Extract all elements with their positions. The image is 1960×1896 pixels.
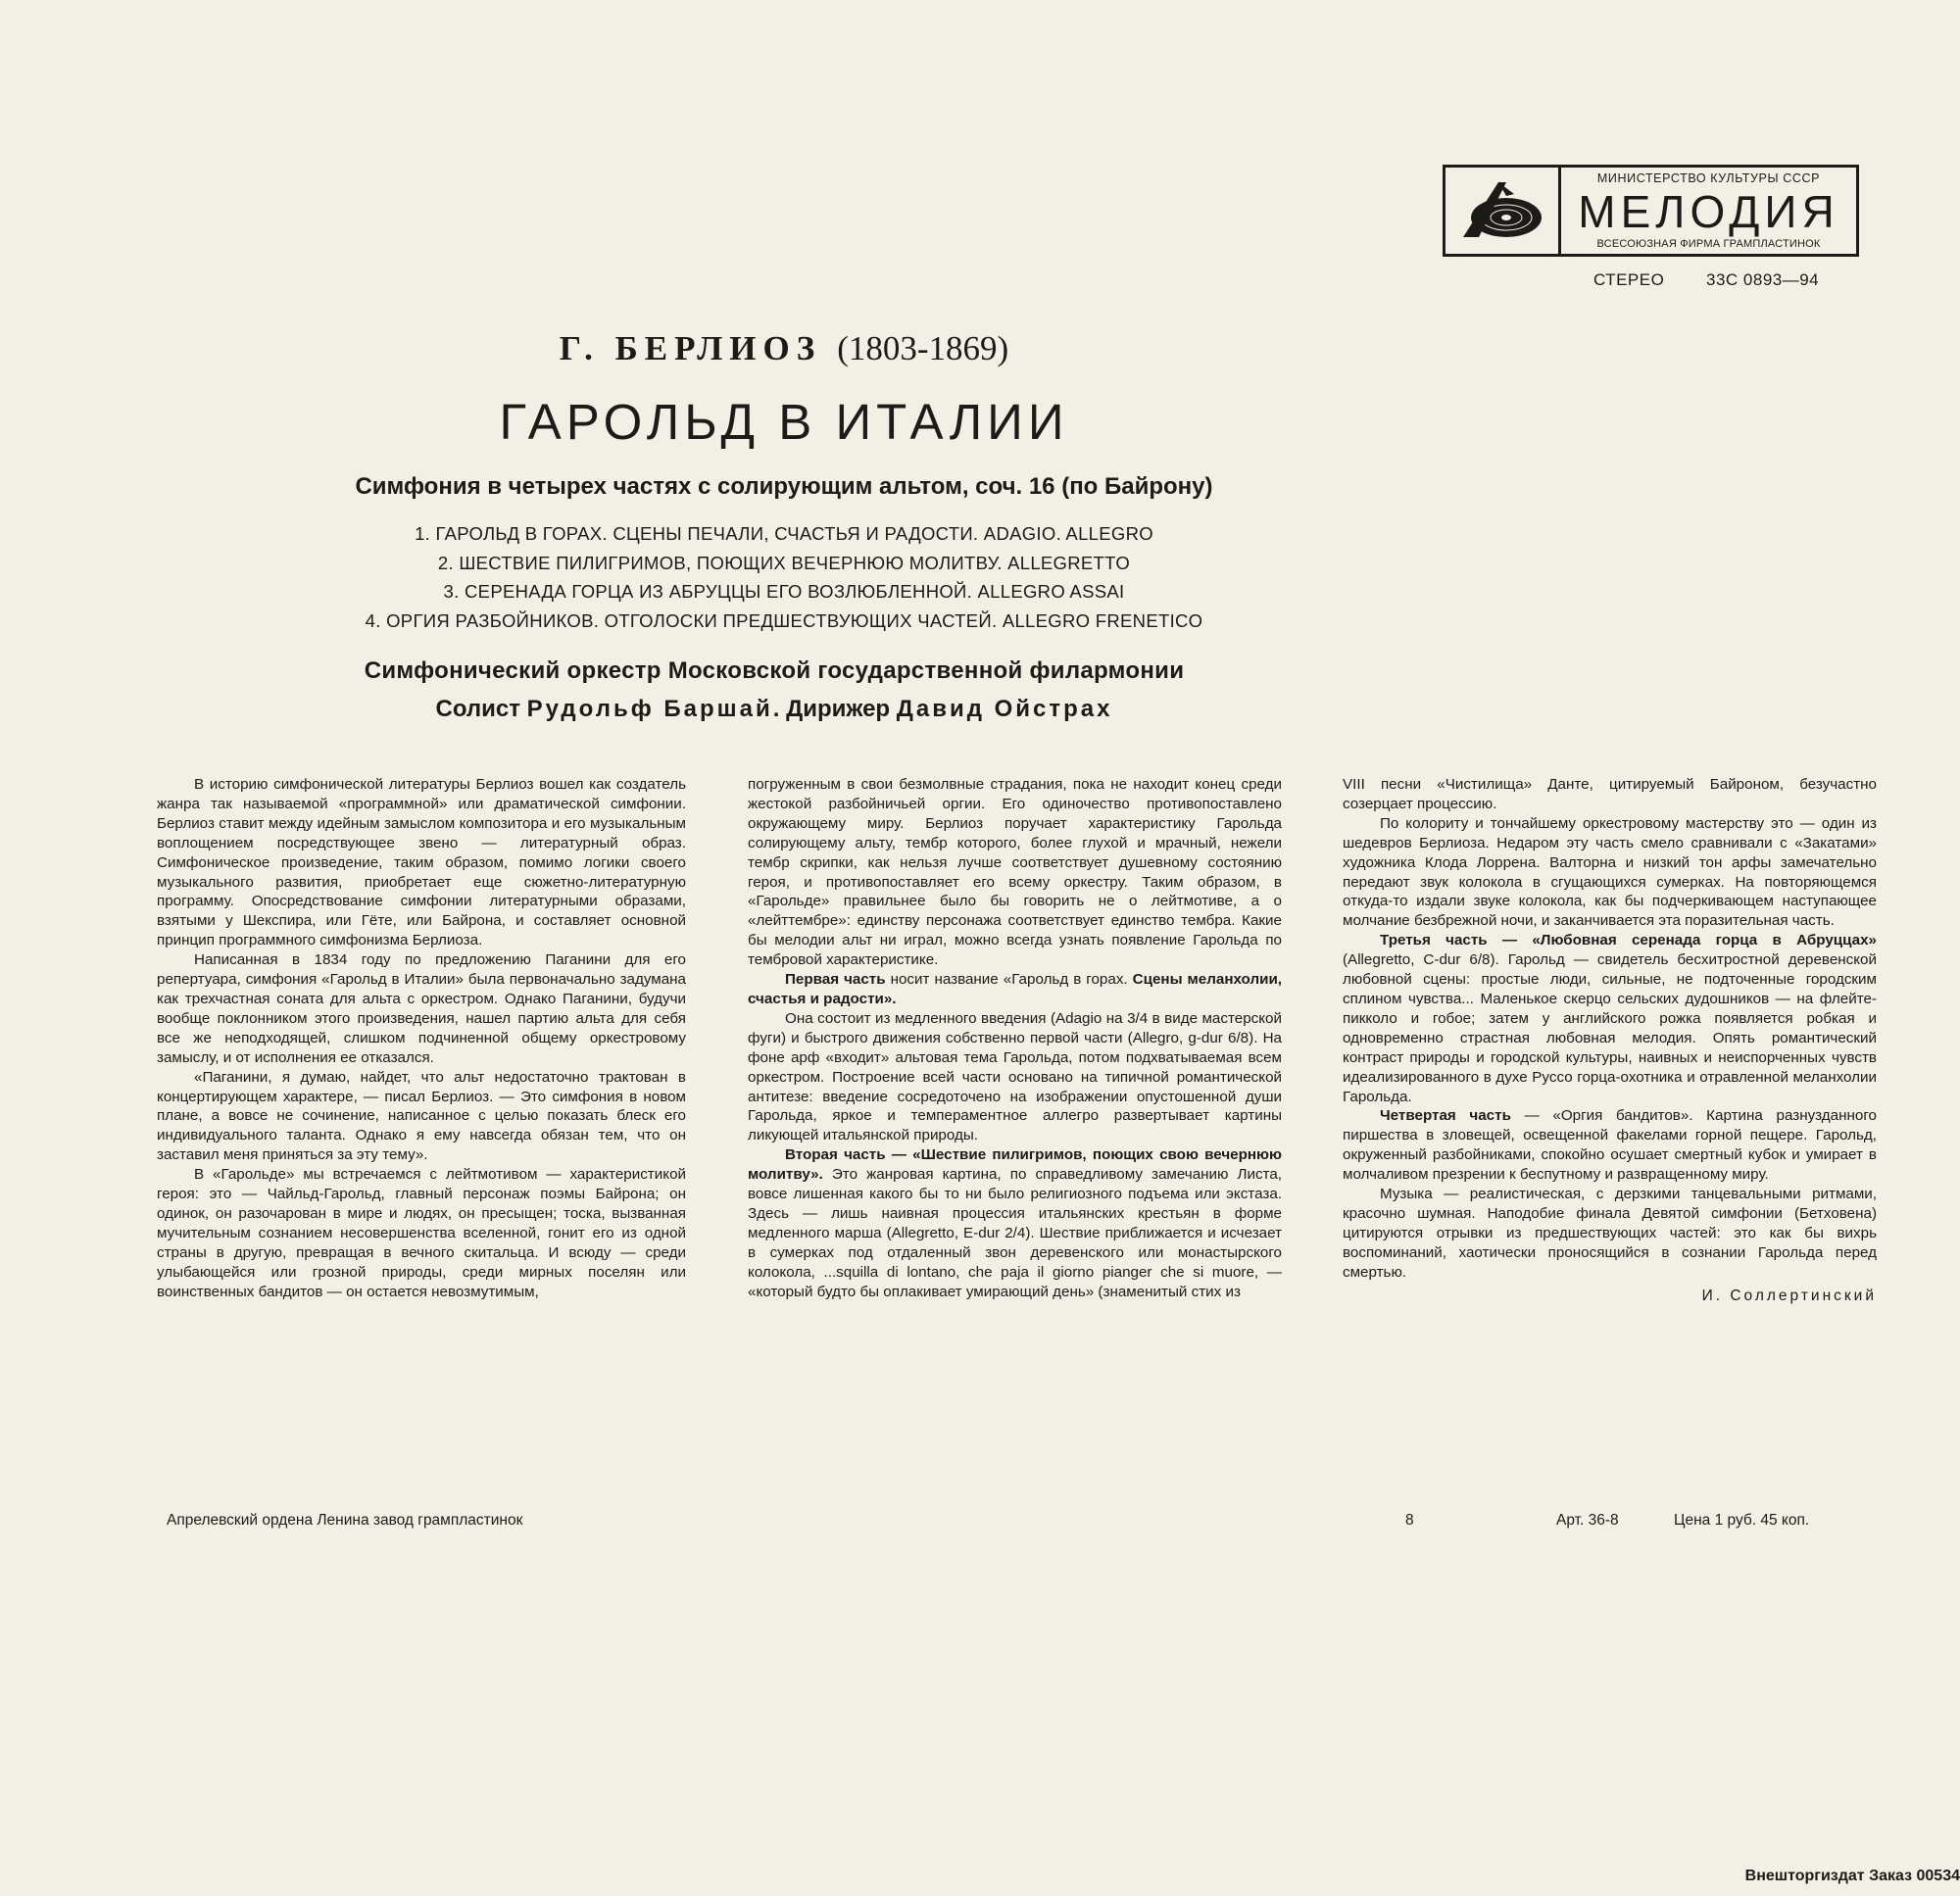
page-number: 8 [1405,1512,1414,1529]
paragraph: Четвертая часть — «Оргия бандитов». Картина разнузданного пиршества в зловещей, освещенной факелами горной пещере. Гарольд, окруженный разбойниками, спокойно осушает смертный кубок и умирает в молчаливом презрении к беспутному и развращенному миру. [1343,1107,1877,1184]
soloist-label: Солист [435,696,520,722]
record-emblem-icon [1446,168,1561,254]
paragraph: VIII песни «Чистилища» Данте, цитируемый Байроном, безучастно созерцает процессию. [1343,776,1877,812]
paragraph: В «Гарольде» мы встречаемся с лейтмотивом — характеристикой героя: это — Чайльд-Гарольд, главный персонаж поэмы Байрона; он одинок, он разочарован в мире и людях, он пресыщен; тоска, вызванная мучительным сознанием несовершенства вселенной, гонит его из одной страны в другую, превращая в вечного скитальца. И всюду — среди улыбающейся или грозной природы, среди мирных поселян или воинственных бандитов — он остается невозмутимым, [157,1166,686,1300]
ministry-label: МИНИСТЕРСТВО КУЛЬТУРЫ СССР [1596,171,1821,185]
paragraph: «Паганини, я думаю, найдет, что альт недостаточно трактован в концертирующем характере, — писал Берлиоз. — Это симфония в новом плане, а вовсе не сочинение, написанное с целью показать блеск его индивидуального таланта. Однако я ему навсегда обязан тем, что он заставил меня приняться за эту тему». [157,1068,686,1164]
notes-column-3 [1343,775,1877,1305]
orchestra-line: Симфонический оркестр Московской государственной филармонии [364,657,1185,684]
factory-line: Апрелевский ордена Ленина завод грампластинок [167,1512,523,1529]
catalog-number: 33С 0893—94 [1706,270,1820,289]
movement-item: 3. СЕРЕНАДА ГОРЦА ИЗ АБРУЦЦЫ ЕГО ВОЗЛЮБЛЕННОЙ. ALLEGRO ASSAI [443,581,1125,602]
paragraph: Она состоит из медленного введения (Adagio на 3/4 в виде мастерской фуги) и быстрого движения собственно первой части (Allegro, g-dur 6/8). На фоне арф «входит» альтовая тема Гарольда, потом подхватываемая всем оркестром. Построение всей части основано на типичной романтической антитезе: введение сосредоточено на изображении опустошенной души Гарольда, яркое и темпераментное аллегро развертывает картины ликующей итальянской природы. [748,1009,1282,1144]
price-label: Цена 1 руб. 45 коп. [1674,1512,1810,1529]
notes-column-2 [748,775,1282,1301]
part-heading: Первая часть [785,971,886,989]
paragraph: погруженным в свои безмолвные страдания, пока не находит конец среди жестокой разбойничьей оргии. Его одиночество противопоставлено окружающему миру. Берлиоз поручает характеристику Гарольда солирующему альту, тембр которого, более глухой и мрачный, нежели тембр скрипки, как нельзя лучше соответствует душевному состоянию героя, и противопоставляет его всему оркестру. Таким образом, в «Гарольде» правильнее было бы говорить не о лейтмотиве, а о «лейттембре»: единству персонажа соответствует единство тембра. Какие бы мелодии альт ни играл, можно всегда узнать появление Гарольда по тембровой характеристике. [748,776,1282,969]
paragraph: Музыка — реалистическая, с дерзкими танцевальными ритмами, красочно шумная. Наподобие финала Девятой симфонии (Бетховена) цитируются отрывки из предшествующих частей: это как бы вихрь воспоминаний, хаотически проносящийся в сознании Гарольда перед смертью. [1343,1186,1877,1281]
composer-line [0,327,1568,370]
soloist-name: Рудольф Баршай [526,696,773,722]
composer-name: Г. БЕРЛИОЗ [559,329,822,367]
conductor-name: Давид Ойстрах [896,696,1113,722]
part-heading: Третья часть — «Любовная серенада горца в Абруццах» [1380,932,1877,949]
company-label: ВСЕСОЮЗНАЯ ФИРМА ГРАМПЛАСТИНОК [1596,238,1821,250]
paragraph: В историю симфонической литературы Берлиоз вошел как создатель жанра так называемой «программной» или драматической симфонии. Берлиоз ставит между идейным замыслом композитора и его музыкальным воплощением посредствующее звено — литературный образ. Симфоническое произведение, таким образом, помимо логики своего музыкального развития, приобретает еще сюжетно-литературную программу. Опосредствование симфонии литературными образами, взятыми у Шекспира, или Гёте, или Байрона, и составляет основной принцип программного симфонизма Берлиоза. [157,776,686,949]
brand-name: МЕЛОДИЯ [1578,186,1839,237]
paragraph: По колориту и тончайшему оркестровому мастерству это — один из шедевров Берлиоза. Недаром эту часть смело сравнивали с «Закатами» художника Клода Лоррена. Валторна и низкий тон арфы замечательно передают звук колокола в сгущающихся сумерках. На повторяющемся откуда-то издали звуке колокола, как бы подчеркивающем наступающее молчание безбрежной ночи, и заканчивается эта поразительная часть. [1343,814,1877,930]
movement-item: 2. ШЕСТВИЕ ПИЛИГРИМОВ, ПОЮЩИХ ВЕЧЕРНЮЮ МОЛИТВУ. ALLEGRETTO [437,552,1131,573]
paragraph: Написанная в 1834 году по предложению Паганини для его репертуара, симфония «Гарольд в Италии» была первоначально задумана как трехчастная соната для альта с оркестром. Однако Паганини, будучи вообще поклонником этого произведения, нашел партию альта для себя все же неподходящей, слишком подчиненной общему оркестровому замыслу, и от исполнения ее отказался. [157,951,686,1066]
composer-years: (1803-1869) [837,329,1009,367]
part-heading: Вторая часть — «Шествие пилигримов, поющих свою вечернюю молитву». [748,1146,1282,1184]
part-heading: Сцены меланхолии, счастья и радости». [748,971,1282,1007]
paragraph: Первая часть носит название «Гарольд в горах. Сцены меланхолии, счастья и радости». [748,971,1282,1007]
soloist-line [0,692,1548,727]
melodiya-logo [1443,165,1859,257]
movement-list [0,519,1568,635]
print-order-stamp: Внешторгиздат Заказ 00534 [1744,1868,1960,1884]
stereo-label: СТЕРЕО [1593,270,1665,289]
movement-item: 1. ГАРОЛЬД В ГОРАХ. СЦЕНЫ ПЕЧАЛИ, СЧАСТЬЯ И РАДОСТИ. ADAGIO. ALLEGRO [415,523,1153,544]
conductor-label: . Дирижер [772,696,891,722]
movement-item: 4. ОРГИЯ РАЗБОЙНИКОВ. ОТГОЛОСКИ ПРЕДШЕСТВУЮЩИХ ЧАСТЕЙ. ALLEGRO FRENETICO [365,609,1203,631]
article-number: Арт. 36-8 [1556,1512,1619,1529]
notes-column-1 [157,775,686,1301]
author-signature: И. Соллертинский [1701,1287,1877,1304]
work-title: ГАРОЛЬД В ИТАЛИИ [499,394,1069,450]
part-heading: Четвертая часть [1380,1107,1511,1125]
paragraph: Вторая часть — «Шествие пилигримов, поющих свою вечернюю молитву». Это жанровая картина, по справедливому замечанию Листа, вовсе лишенная какого бы то ни было религиозного подъема или экстаза. Здесь — лишь наивная процессия итальянских крестьян в форме медленного марша (Allegretto, E-dur 2/4). Шествие приближается и исчезает в сумерках под отдаленный звон деревенского или монастырского колокола, ...squilla di lontano, che paja il giorno pianger che si muore, — «который будто бы оплакивает умирающий день» (знаменитый стих из [748,1146,1282,1300]
paragraph: Третья часть — «Любовная серенада горца в Абруццах» (Allegretto, C-dur 6/8). Гарольд — свидетель бесхитростной деревенской любовной сцены: простые люди, сильные, не подточенные городским сплином чувства... Маленькое скерцо сельских дудошников — на флейте-пикколо и гобое; затем у английского рожка появляется робкая и одновременно страстная любовная мелодия. Опять романтический контраст природы и городской культуры, наивных и неиспорченных чувств идеализированного в духе Руссо горца-охотника и отравленной меланхолии Гарольда. [1343,932,1877,1105]
work-subtitle: Симфония в четырех частях с солирующим альтом, соч. 16 (по Байрону) [355,473,1213,500]
